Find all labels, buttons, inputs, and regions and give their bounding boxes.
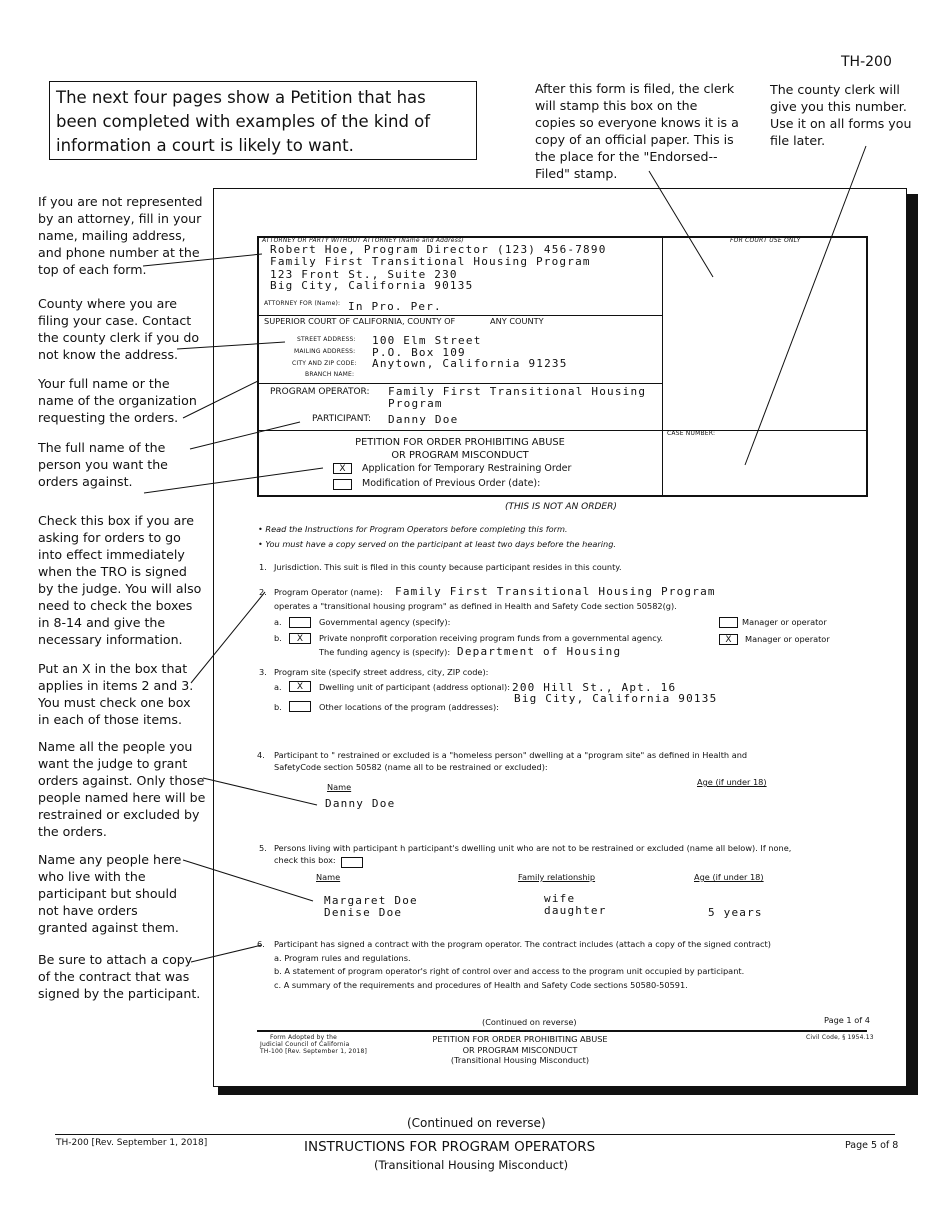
item-3-label: Program site (specify street address, city, ZIP code): [274, 667, 489, 677]
item-4-line-2: SafetyCode section 50582 (name all to be restrained or excluded): [274, 762, 548, 772]
county-value[interactable]: ANY COUNTY [490, 316, 544, 326]
item-5-relationship-header: Family relationship [518, 872, 596, 882]
form-footer-title-2: OR PROGRAM MISCONDUCT [462, 1044, 578, 1055]
item-4-name[interactable]: Danny Doe [325, 797, 396, 810]
item-2b-label: Private nonprofit corporation receiving program funds from a governmental agency. [319, 633, 663, 643]
form-continued: (Continued on reverse) [482, 1017, 577, 1027]
attorney-name[interactable]: Robert Hoe, Program Director [270, 243, 490, 256]
tro-label: Application for Temporary Restraining Order [362, 463, 572, 474]
phone[interactable]: (123) 456-7890 [497, 243, 607, 256]
form-footer-title-3: (Transitional Housing Misconduct) [450, 1055, 590, 1065]
item-3a-address-1[interactable]: 200 Hill St., Apt. 16 [512, 681, 677, 694]
item-4-name-header: Name [327, 782, 352, 792]
item-2a-manager-label: Manager or operator [742, 617, 827, 627]
org-line[interactable]: Family First Transitional Housing Program [270, 255, 591, 268]
item-5-row-1-name[interactable]: Margaret Doe [324, 894, 418, 907]
leader-line-attorney [143, 254, 262, 266]
city-zip-label: CITY AND ZIP CODE: [292, 360, 357, 367]
leader-line-item-4 [203, 778, 317, 805]
item-3b-label: Other locations of the program (addresses): [319, 702, 499, 712]
side-note-items-2-3: Put an X in the box that applies in items 2 and 3. You must check one box in each of those items. [38, 661, 194, 727]
participant-label: PARTICIPANT: [312, 414, 371, 424]
court-use-label: FOR COURT USE ONLY [730, 237, 801, 244]
instruction-bullet-2: • You must have a copy served on the participant at least two days before the hearing. [258, 539, 617, 549]
side-note-attorney: If you are not represented by an attorney, fill in your name, mailing address, and phone number at the top of each form. [38, 194, 203, 277]
item-5-line-1: Persons living with participant h participant's dwelling unit who are not to be restrained or excluded (name all below). If none, [274, 843, 792, 853]
leader-line-item-2 [191, 592, 265, 683]
page-title: INSTRUCTIONS FOR PROGRAM OPERATORS [304, 1139, 596, 1155]
branch-label: BRANCH NAME: [305, 371, 355, 378]
street-line[interactable]: 123 Front St., Suite 230 [270, 268, 458, 281]
participant-value[interactable]: Danny Doe [388, 413, 459, 426]
item-2-value[interactable]: Family First Transitional Housing Program [395, 585, 716, 598]
intro-box: The next four pages show a Petition that has been completed with examples of the kind of information a court is likely to want. [49, 81, 477, 160]
leader-line-case-number [745, 146, 866, 465]
side-note-operator: Your full name or the name of the organization requesting the orders. [38, 376, 197, 425]
program-operator-value-cont[interactable]: Program [388, 397, 443, 410]
item-3a-letter: a. [274, 682, 282, 692]
item-1: Jurisdiction. This suit is filed in this county because participant resides in this county. [274, 562, 622, 572]
item-2a-letter: a. [274, 617, 282, 627]
item-2b-manager-checkbox[interactable]: X [719, 634, 738, 645]
leader-line-stamp [649, 171, 713, 277]
not-an-order: (THIS IS NOT AN ORDER) [505, 502, 617, 512]
item-1-number: 1. [259, 562, 267, 572]
form-footer-title-1: PETITION FOR ORDER PROHIBITING ABUSE [432, 1034, 608, 1044]
item-2-number: 2. [259, 587, 267, 597]
leader-line-tro [144, 468, 323, 493]
form-adopted-line-1: Form Adopted by the [270, 1034, 337, 1041]
side-note-item-4: Name all the people you want the judge to grant orders against. Only those people named here will be restrained or excluded by the orders. [38, 739, 206, 839]
page-form-rev: TH-200 [Rev. September 1, 2018] [56, 1138, 208, 1148]
form-adopted-line-3: TH-100 [Rev. September 1, 2018] [260, 1048, 368, 1055]
item-6-number: 6. [257, 939, 265, 949]
dwelling-unit-checkbox[interactable]: X [289, 681, 311, 692]
form-page-number: Page 1 of 4 [824, 1015, 870, 1025]
item-2b-letter: b. [274, 633, 282, 643]
case-number-note: The county clerk will give you this number. Use it on all forms you file later. [770, 82, 912, 148]
page-subtitle: (Transitional Housing Misconduct) [374, 1158, 569, 1172]
item-5-number: 5. [259, 843, 267, 853]
item-4-number: 4. [257, 750, 265, 760]
funding-agency-label: The funding agency is (specify): [319, 647, 451, 657]
item-2a-label: Governmental agency (specify): [319, 617, 451, 627]
leader-line-operator [183, 381, 258, 418]
item-5-row-2-relationship[interactable]: daughter [544, 904, 607, 917]
city-line[interactable]: Big City, California 90135 [270, 279, 474, 292]
item-6-b: b. A statement of program operator's right of control over and access to the program unit occupied by participant. [274, 966, 745, 976]
side-note-county: County where you are filing your case. Contact the county clerk if you do not know the address. [38, 296, 200, 362]
leader-line-item-5 [183, 860, 313, 901]
stamp-note: After this form is filed, the clerk will stamp this box on the copies so everyone knows it is a copy of an official paper. This is the place for the "Endorsed--Filed" stamp. [535, 81, 739, 181]
side-note-tro: Check this box if you are asking for orders to go into effect immediately when the TRO is signed by the judge. You will also need to check the boxes in 8-14 and give the necessary information. [38, 513, 202, 647]
attorney-label: ATTORNEY OR PARTY WITHOUT ATTORNEY (Name and Address) [262, 237, 464, 244]
item-5-line-2: check this box: [274, 855, 336, 865]
item-3a-label: Dwelling unit of participant (address optional): [319, 682, 510, 692]
item-2b-manager-label: Manager or operator [745, 634, 830, 644]
program-operator-value[interactable]: Family First Transitional Housing [388, 385, 647, 398]
attorney-for-value[interactable]: In Pro. Per. [348, 300, 442, 313]
form-code: TH-200 [841, 54, 892, 70]
city-zip-value[interactable]: Anytown, California 91235 [372, 357, 568, 370]
form-title-line-2: OR PROGRAM MISCONDUCT [391, 450, 529, 461]
item-3a-address-2[interactable]: Big City, California 90135 [514, 692, 718, 705]
item-2-description: operates a "transitional housing program" as defined in Health and Safety Code section 50582(g). [274, 601, 677, 611]
item-6-line-1: Participant has signed a contract with the program operator. The contract includes (attach a copy of the signed contract) [274, 939, 771, 949]
side-note-item-6: Be sure to attach a copy of the contract that was signed by the participant. [38, 952, 201, 1001]
item-4-age-header: Age (if under 18) [697, 777, 767, 787]
program-operator-label: PROGRAM OPERATOR: [270, 387, 370, 397]
street-address-value[interactable]: 100 Elm Street [372, 334, 482, 347]
court-label: SUPERIOR COURT OF CALIFORNIA, COUNTY OF [264, 316, 456, 326]
attorney-for-label: ATTORNEY FOR (Name): [264, 300, 341, 307]
modification-label: Modification of Previous Order (date): [362, 478, 541, 489]
form-adopted-line-2: Judicial Council of California [260, 1041, 350, 1048]
civil-code: Civil Code, § 1954.13 [806, 1034, 874, 1041]
item-5-row-2-age[interactable]: 5 years [708, 906, 763, 919]
side-note-item-5: Name any people here who live with the participant but should not have orders granted against them. [38, 852, 182, 935]
leader-line-respondent [190, 422, 300, 449]
side-note-respondent: The full name of the person you want the orders against. [38, 440, 168, 489]
item-5-name-header: Name [316, 872, 341, 882]
case-number-label: CASE NUMBER: [667, 430, 716, 437]
nonprofit-checkbox[interactable]: X [289, 633, 311, 644]
item-5-row-1-relationship[interactable]: wife [544, 892, 576, 905]
item-6-c: c. A summary of the requirements and procedures of Health and Safety Code sections 50580-50591. [274, 980, 688, 990]
instruction-bullet-1: • Read the Instructions for Program Operators before completing this form. [258, 524, 568, 534]
mailing-address-label: MAILING ADDRESS: [294, 348, 356, 355]
leader-line-county [177, 342, 285, 349]
item-3b-letter: b. [274, 702, 282, 712]
item-2-label: Program Operator (name): [274, 587, 383, 597]
item-5-age-header: Age (if under 18) [694, 872, 764, 882]
tro-checkbox[interactable]: X [333, 463, 352, 474]
page-continued: (Continued on reverse) [407, 1116, 546, 1130]
mailing-address-value[interactable]: P.O. Box 109 [372, 346, 466, 359]
item-3-number: 3. [259, 667, 267, 677]
page-number: Page 5 of 8 [845, 1140, 899, 1151]
leader-line-item-6 [191, 945, 262, 962]
item-4-line-1: Participant to " restrained or excluded is a "homeless person" dwelling at a "program site" as defined in Health and [274, 750, 748, 760]
item-5-row-2-name[interactable]: Denise Doe [324, 906, 403, 919]
street-address-label: STREET ADDRESS: [297, 336, 356, 343]
item-6-a: a. Program rules and regulations. [274, 953, 411, 963]
funding-agency-value[interactable]: Department of Housing [457, 645, 622, 658]
form-title-line-1: PETITION FOR ORDER PROHIBITING ABUSE [355, 437, 565, 448]
